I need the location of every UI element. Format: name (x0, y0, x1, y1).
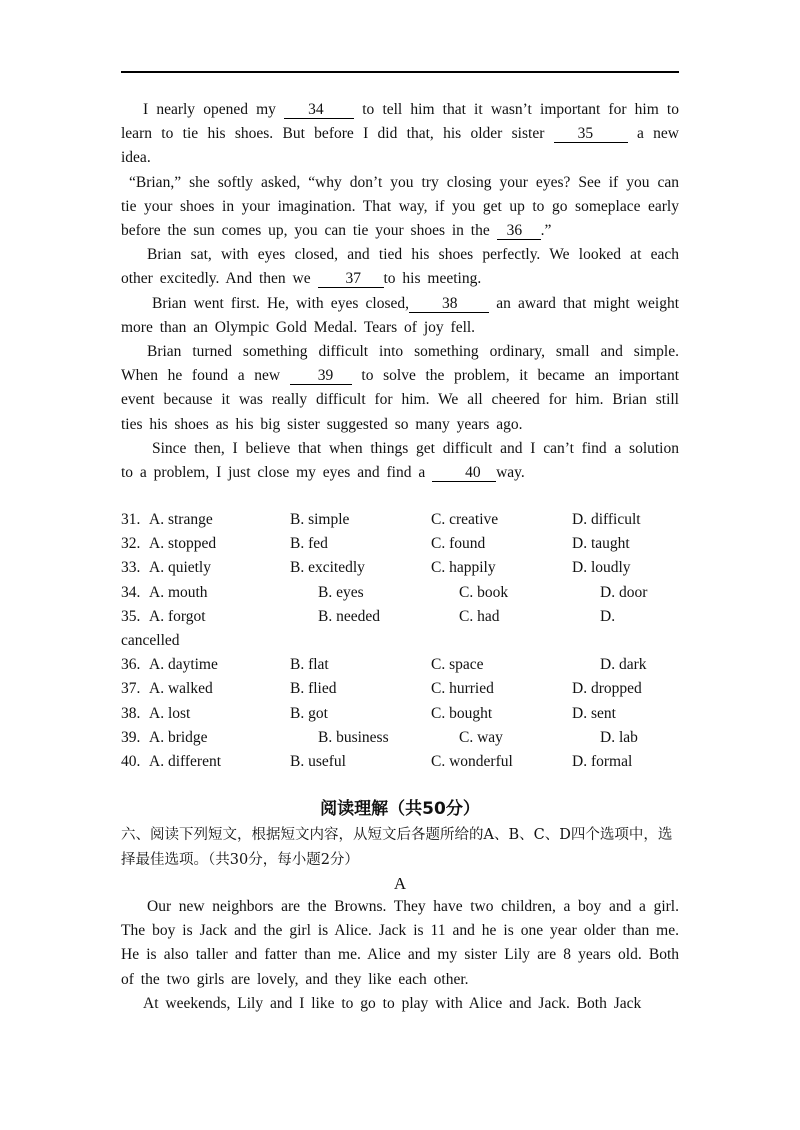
option-a: A. mouth (149, 583, 208, 601)
reading-passage-a (121, 895, 679, 1016)
question-row (121, 677, 721, 701)
option-a: A. forgot (149, 607, 206, 625)
section-instructions: 六、阅读下列短文，根据短文内容，从短文后各题所给的A、B、C、D四个选项中，选择最佳选项。（共30分，每小题2分） (121, 827, 673, 868)
question-number: 33. (121, 559, 141, 577)
option-b: B. eyes (318, 583, 364, 601)
option-d: D. formal (572, 752, 633, 770)
option-b: B. needed (318, 607, 380, 625)
question-row-continued (121, 629, 721, 653)
paragraph (121, 292, 679, 340)
question-number: 38. (121, 704, 141, 722)
option-c: C. happily (431, 559, 496, 577)
text: to solve the problem, it became an important event because it was really difficult for him. We all cheered for him. Brian still ties his shoes as his big sister suggested so many years ago. (121, 367, 679, 433)
option-c: C. hurried (431, 680, 494, 698)
option-a: A. lost (149, 704, 191, 722)
blank-37: 37 (318, 270, 384, 288)
option-a: A. bridge (149, 728, 208, 746)
option-d: D. loudly (572, 559, 631, 577)
option-d-continued: cancelled (121, 631, 180, 649)
text: I nearly opened my (143, 101, 285, 118)
paragraph: At weekends, Lily and I like to go to play with Alice and Jack. Both Jack (143, 994, 642, 1012)
option-d: D. sent (572, 704, 616, 722)
blank-39: 39 (290, 367, 352, 385)
question-row (121, 653, 721, 677)
option-b: B. got (290, 704, 328, 722)
question-number: 36. (121, 656, 141, 674)
paragraph (121, 98, 679, 171)
text: Since then, I believe that when things get difficult and I can’t find a solution to a problem, I just close my eyes and find a (121, 439, 679, 482)
option-d: D. dropped (572, 680, 642, 698)
option-c: C. space (431, 656, 484, 674)
paragraph (121, 340, 679, 437)
text: Brian turned something difficult into something ordinary, small and simple. When he found a new (121, 343, 679, 385)
option-c: C. book (459, 583, 509, 601)
part-label: A (393, 874, 407, 893)
question-number: 34. (121, 583, 141, 601)
question-row (121, 556, 721, 580)
option-b: B. business (318, 728, 389, 746)
paragraph (121, 171, 679, 244)
paragraph (121, 437, 679, 485)
option-a: A. quietly (149, 559, 211, 577)
option-d: D. lab (600, 728, 638, 746)
option-b: B. useful (290, 752, 346, 770)
cloze-passage (121, 98, 679, 485)
text: to tell him that it wasn’t important for him to learn to tie his shoes. But before I did that, his older sister (121, 101, 679, 143)
paragraph (121, 243, 679, 291)
option-c: C. wonderful (431, 752, 513, 770)
section-title: 阅读理解（共50分） (320, 799, 480, 819)
question-row (121, 581, 721, 605)
option-d: D. difficult (572, 511, 641, 528)
option-b: B. fed (290, 535, 328, 553)
text: “Brian,” she softly asked, “why don’t you try closing your eyes? See if you can tie your shoes in your imagination. That way, if you get up to go someplace early before the sun comes up, you can tie your shoes in the (121, 173, 679, 240)
option-c: C. had (459, 607, 500, 625)
question-number: 35. (121, 607, 141, 625)
option-a: A. stopped (149, 535, 217, 553)
option-c: C. way (459, 728, 503, 746)
option-b: B. excitedly (290, 559, 365, 577)
answer-options (121, 508, 721, 774)
question-row (121, 532, 721, 556)
question-row (121, 750, 721, 774)
text: to his meeting. (383, 270, 482, 288)
question-number: 39. (121, 728, 141, 746)
option-c: C. bought (431, 704, 493, 722)
text: Brian sat, with eyes closed, and tied his shoes perfectly. We looked at each other excitedly. And then we (121, 246, 679, 288)
blank-34: 34 (284, 101, 354, 119)
question-number: 37. (121, 680, 141, 698)
option-a: A. different (149, 752, 222, 770)
option-d: D. door (600, 583, 648, 601)
question-row (121, 508, 721, 532)
question-row (121, 605, 721, 629)
option-d: D. (600, 607, 616, 625)
question-row (121, 726, 721, 750)
text: way. (496, 464, 525, 482)
option-d: D. taught (572, 535, 630, 553)
question-number: 40. (121, 752, 141, 770)
option-a: A. strange (149, 511, 213, 528)
option-c: C. creative (431, 511, 499, 528)
text: Brian went first. He, with eyes closed, (152, 294, 410, 312)
option-a: A. walked (149, 680, 213, 698)
option-a: A. daytime (149, 656, 218, 674)
text: an award that might weight more than an Olympic Gold Medal. Tears of joy fell. (121, 294, 680, 336)
header-rule (121, 71, 679, 73)
blank-35: 35 (554, 125, 628, 143)
option-b: B. flied (290, 680, 337, 698)
option-b: B. flat (290, 656, 329, 674)
blank-40: 40 (432, 464, 496, 482)
question-number: 32. (121, 535, 141, 553)
option-d: D. dark (600, 656, 647, 674)
question-number: 31. (121, 511, 141, 528)
paragraph: Our new neighbors are the Browns. They have two children, a boy and a girl. The boy is Jack and the girl is Alice. Jack is 11 and he is one year older than me. He is also taller and fatter than me. Alice and my sister Lily are 8 years old. Both of the two girls are lovely, and they like each other. (121, 898, 679, 988)
blank-38: 38 (409, 295, 489, 313)
text: .” (540, 222, 552, 240)
option-b: B. simple (290, 511, 350, 528)
text: a new idea. (121, 125, 679, 167)
blank-36: 36 (497, 222, 541, 240)
option-c: C. found (431, 535, 486, 553)
question-row (121, 702, 721, 726)
